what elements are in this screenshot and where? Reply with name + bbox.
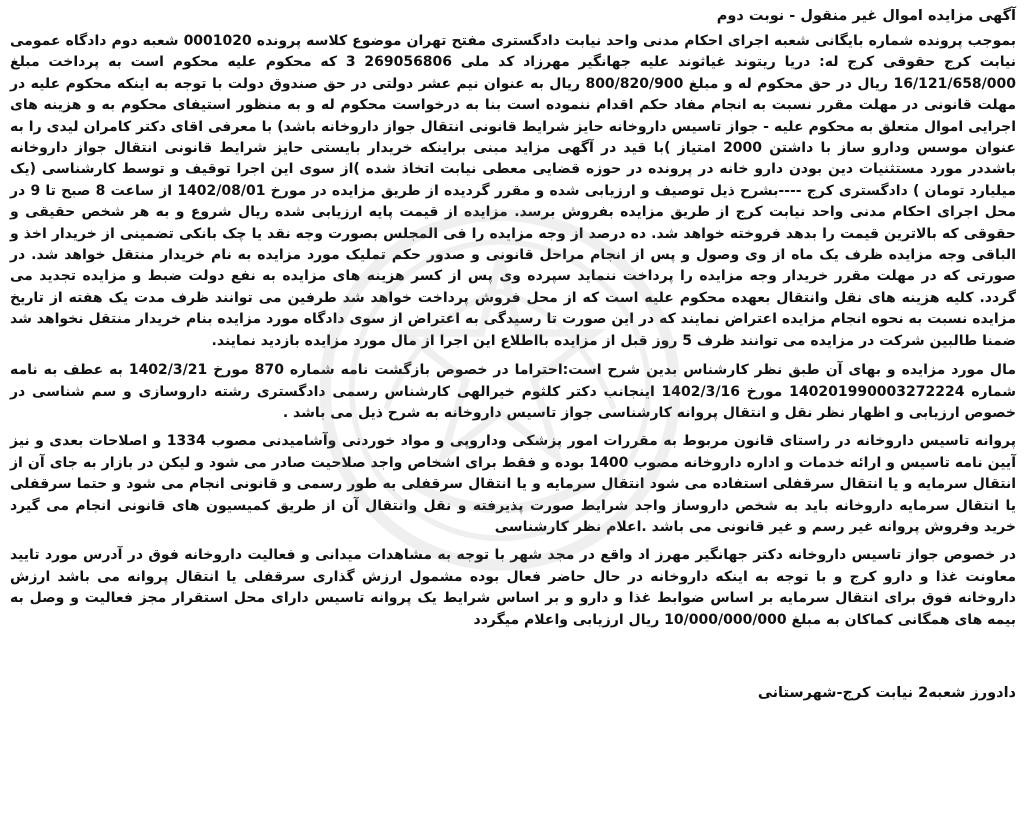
enforcement-officer-signature: دادورز شعبه2 نیابت کرج-شهرستانی — [757, 684, 1016, 701]
expert-opinion-paragraph: در خصوص جواز تاسیس داروخانه دکتر جهانگیر مهرز اد واقع در مجد شهر با توجه به مشاهدات میدانی و فعالیت داروخانه فوق در آدرس مورد تایید معاونت غذا و دارو کرج و با توجه به اینکه داروخانه در حال حاضر فعال بوده مشمول ارزش گذاری سرقفلی یا انتقال پروانه می باشد ارزش داروخانه فوق برای انتقال سرمایه بر اساس ضوابط غذا و دارو و بر اساس شرایط یک پروانه تاسیس دارای محل استقرار مجز فعالیت و وصل به بیمه های همگانی کماکان به مبلغ 10/000/000/000 ریال ارزیابی واعلام میگردد — [10, 547, 1016, 628]
notice-title: آگهی مزایده اموال غیر منقول - نوبت دوم — [716, 8, 1016, 24]
pharmacy-license-paragraph: پروانه تاسیس داروخانه در راستای قانون مربوط به مقررات امور پزشکی وداروپی و مواد خوردنی وآشامیدنی مصوب 1334 و اصلاحات بعدی و نیز آیین نامه تاسیس و ارائه خدمات و اداره داروخانه مصوب 1400 بوده و فقط برای اشخاص واجد صلاحیت صادر می شود و لیکن در بازار به جای آن از انتقال سرمایه و یا انتقال سرقفلی استفاده می شود انتقال سرمایه و یا انتقال سرقفلی به طور رسمی و قانونی انجام می شود و حتما سرقفلی یا انتقال سرمایه داروخانه باید به شخص داروساز واجد شرایط صورت پذیرفته و نقل وانتقال آن از طریق کمیسیون های قانونی انجام می گیرد خرید وفروش پروانه غیر رسم و غیر قانونی می باشد .اعلام نظر کارشناسی — [10, 433, 1016, 535]
auction-details-paragraph: بموجب پرونده شماره بایگانی شعبه اجرای احکام مدنی واحد نیابت دادگستری مفتح تهران موضوع کلاسه پرونده 0001020 شعبه دوم دادگاه عمومی نیابت کرج حقوقی کرج له: دریا ریتوند غیاثوند علیه جهانگیر مهرزاد کد ملی 269056806 3 که محکوم علیه محکوم است به پرداخت مبلغ 16/121/658/000 ریال در حق محکوم له و مبلغ 800/820/900 ریال به عنوان نیم عشر دولتی در حق صندوق دولت با توجه به اینکه محکوم علیه در مهلت قانونی در مهلت مقرر نسبت به انجام مفاد حکم اقدام ننموده است بنا به درخواست محکوم له و به منظور استیفای محکوم به و هزینه های اجرایی اموال متعلق به محکوم علیه - جواز تاسیس داروخانه حایز شرایط قانونی انتقال جواز داروخانه باشد) با معرفی اقای دکتر کامران لیدی را به عنوان موسس ودارو ساز با داشتن 2000 امتیاز )با قید در آگهی مزاید مبنی براینکه خریدار بایستی حایز شرایط قانونی انتقال جواز داروخانه باشددر مورد مستثنیات دین بودن دارو خانه در پرونده در حوزه قضایی معطی نیابت اتخاذ شده )از سوی این اجرا توقیف و توسط کارشناسی (یک میلیارد تومان ) دادگستری کرج ----بشرح ذیل توصیف و ارزیابی شده و مقرر گردیده از طریق مزایده در مورخ 1402/08/01 از ساعت 8 صبح تا 9 در محل اجرای احکام مدنی واحد نیابت کرج از طریق مزایده بفروش برسد. مزایده از قیمت پایه ارزیابی شده ریال شروع و به هر شخص حقیقی و حقوقی که بالاترین قیمت را بدهد فروخته خواهد شد. ده درصد از وجه مزایده را فی المجلس بصورت وجه نقد یا چک بانکی تضمینی از خریدار اخذ و الباقی وجه مزایده ظرف یک ماه از وی وصول و پس از انجام مراحل قانونی و صدور حکم تملیک مورد مزایده به نام خریدار منتقل خواهد شد. در صورتی که در مهلت مقرر خریدار وجه مزایده را پرداخت ننماید سپرده وی پس از کسر هزینه های مزایده به نفع دولت ضبط و مزایده تجدید می گردد. کلیه هزینه های نقل وانتقال بعهده محکوم علیه است که از محل فروش پرداخت خواهد شد طرفین می توانند ظرف مدت یک هفته از تاریخ مزایده نسبت به نحوه انجام مزایده اعتراض نمایند که در این صورت تا رسیدگی به اعتراض از سوی دادگاه مورد مزایده بنام خریدار منتقل نخواهد شد ضمنا طالبین شرکت در مزایده می توانند ظرف 5 روز قبل از مزایده بااطلاع این اجرا از مال مورد مزایده بازدید نمایند. — [10, 33, 1017, 349]
property-valuation-paragraph: مال مورد مزایده و بهای آن طبق نظر کارشناس بدین شرح است:احتراما در خصوص بازگشت نامه شماره 870 مورخ 1402/3/21 به عطف به نامه شماره 140201990003272224 مورخ 1402/3/16 اینجانب دکتر کلثوم خیرالهی کارشناس رسمی دادگستری رشته داروسازی و سم شناسی در خصوص ارزیابی و اظهار نظر نقل و انتقال پروانه کارشناسی جواز تاسیس داروخانه به شرح ذیل می باشد . — [10, 362, 1017, 421]
